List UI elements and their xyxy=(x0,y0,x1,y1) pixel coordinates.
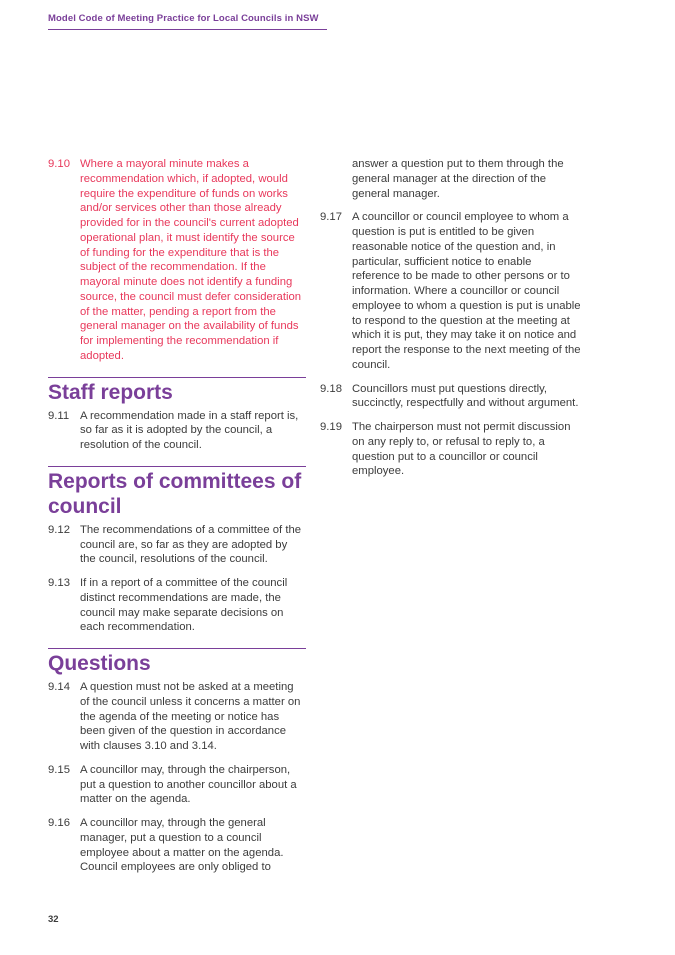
clause-9-12 xyxy=(48,523,306,567)
clause-text: The recommendations of a committee of the council are, so far as they are adopted by the council, resolutions of the council. xyxy=(80,523,302,566)
clause-9-16 xyxy=(48,816,306,875)
clause-text: If in a report of a committee of the council distinct recommendations are made, the council may make separate decisions on each recommendation. xyxy=(80,577,288,634)
clause-text: A councillor may, through the chairperson, put a question to another councillor about a matter on the agenda. xyxy=(80,763,297,806)
clause-text: A question must not be asked at a meeting of the council unless it concerns a matter on the agenda of the meeting or notice has been given of the question in accordance with clauses 3.10 and 3.14. xyxy=(80,681,301,752)
clause-9-17 xyxy=(320,210,582,372)
clause-number: 9.15 xyxy=(48,763,70,776)
clause-number: 9.13 xyxy=(48,577,70,589)
clause-9-15 xyxy=(48,763,306,807)
page-number: 32 xyxy=(48,914,59,925)
section-heading: Questions xyxy=(48,652,151,675)
clause-9-11 xyxy=(48,409,306,453)
section-reports-of-committees xyxy=(48,466,306,635)
clause-number: 9.19 xyxy=(320,421,342,433)
clause-text: Councillors must put questions directly, succinctly, respectfully and without argument. xyxy=(352,382,579,410)
clause-number: 9.16 xyxy=(48,817,70,829)
section-staff-reports xyxy=(48,377,306,453)
right-column xyxy=(320,157,582,488)
clause-number: 9.12 xyxy=(48,523,70,536)
section-questions xyxy=(48,648,306,875)
clause-9-16-continuation: answer a question put to them through the general manager at the direction of the general manager. xyxy=(352,158,564,200)
clause-text: A councillor may, through the general manager, put a question to a council employee about a matter on the agenda. Council employees are only obliged to xyxy=(80,817,284,874)
clause-number: 9.14 xyxy=(48,681,70,693)
left-column xyxy=(48,157,306,884)
clause-text: A councillor or council employee to whom a question is put is entitled to be given reasonable notice of the question and, in particular, sufficient notice to enable reference to be made to other persons or to information. Where a councillor or council employee to whom a question is put is unable to respond to the question at the meeting at which it is put, they may take it on notice and report the response to the next meeting of the council. xyxy=(352,211,581,371)
section-heading: Staff reports xyxy=(48,380,173,404)
clause-text: Where a mayoral minute makes a recommendation which, if adopted, would require the expenditure of funds on works and/or services other than those already provided for in the council's current adopted operational plan, it must identify the source of funding for the expenditure that is the subject of the recommendation. If the mayoral minute does not identify a funding source, the council must defer consideration of the matter, pending a report from the general manager on the availability of funds for implementing the recommendation if adopted. xyxy=(80,158,302,362)
clause-9-19 xyxy=(320,420,582,479)
running-header: Model Code of Meeting Practice for Local Councils in NSW xyxy=(48,13,327,30)
clause-9-14 xyxy=(48,680,306,754)
clause-text: The chairperson must not permit discussion on any reply to, or refusal to reply to, a question put to a councillor or council employee. xyxy=(352,421,571,478)
clause-9-18 xyxy=(320,382,582,412)
clause-9-13 xyxy=(48,576,306,635)
clause-number: 9.18 xyxy=(320,382,342,395)
clause-number: 9.10 xyxy=(48,158,70,170)
section-heading: Reports of committees of council xyxy=(48,469,302,518)
clause-text: A recommendation made in a staff report is, so far as it is adopted by the council, a resolution of the council. xyxy=(80,409,299,451)
clause-9-10 xyxy=(48,157,306,364)
clause-number: 9.11 xyxy=(48,409,70,422)
clause-number: 9.17 xyxy=(320,211,342,224)
